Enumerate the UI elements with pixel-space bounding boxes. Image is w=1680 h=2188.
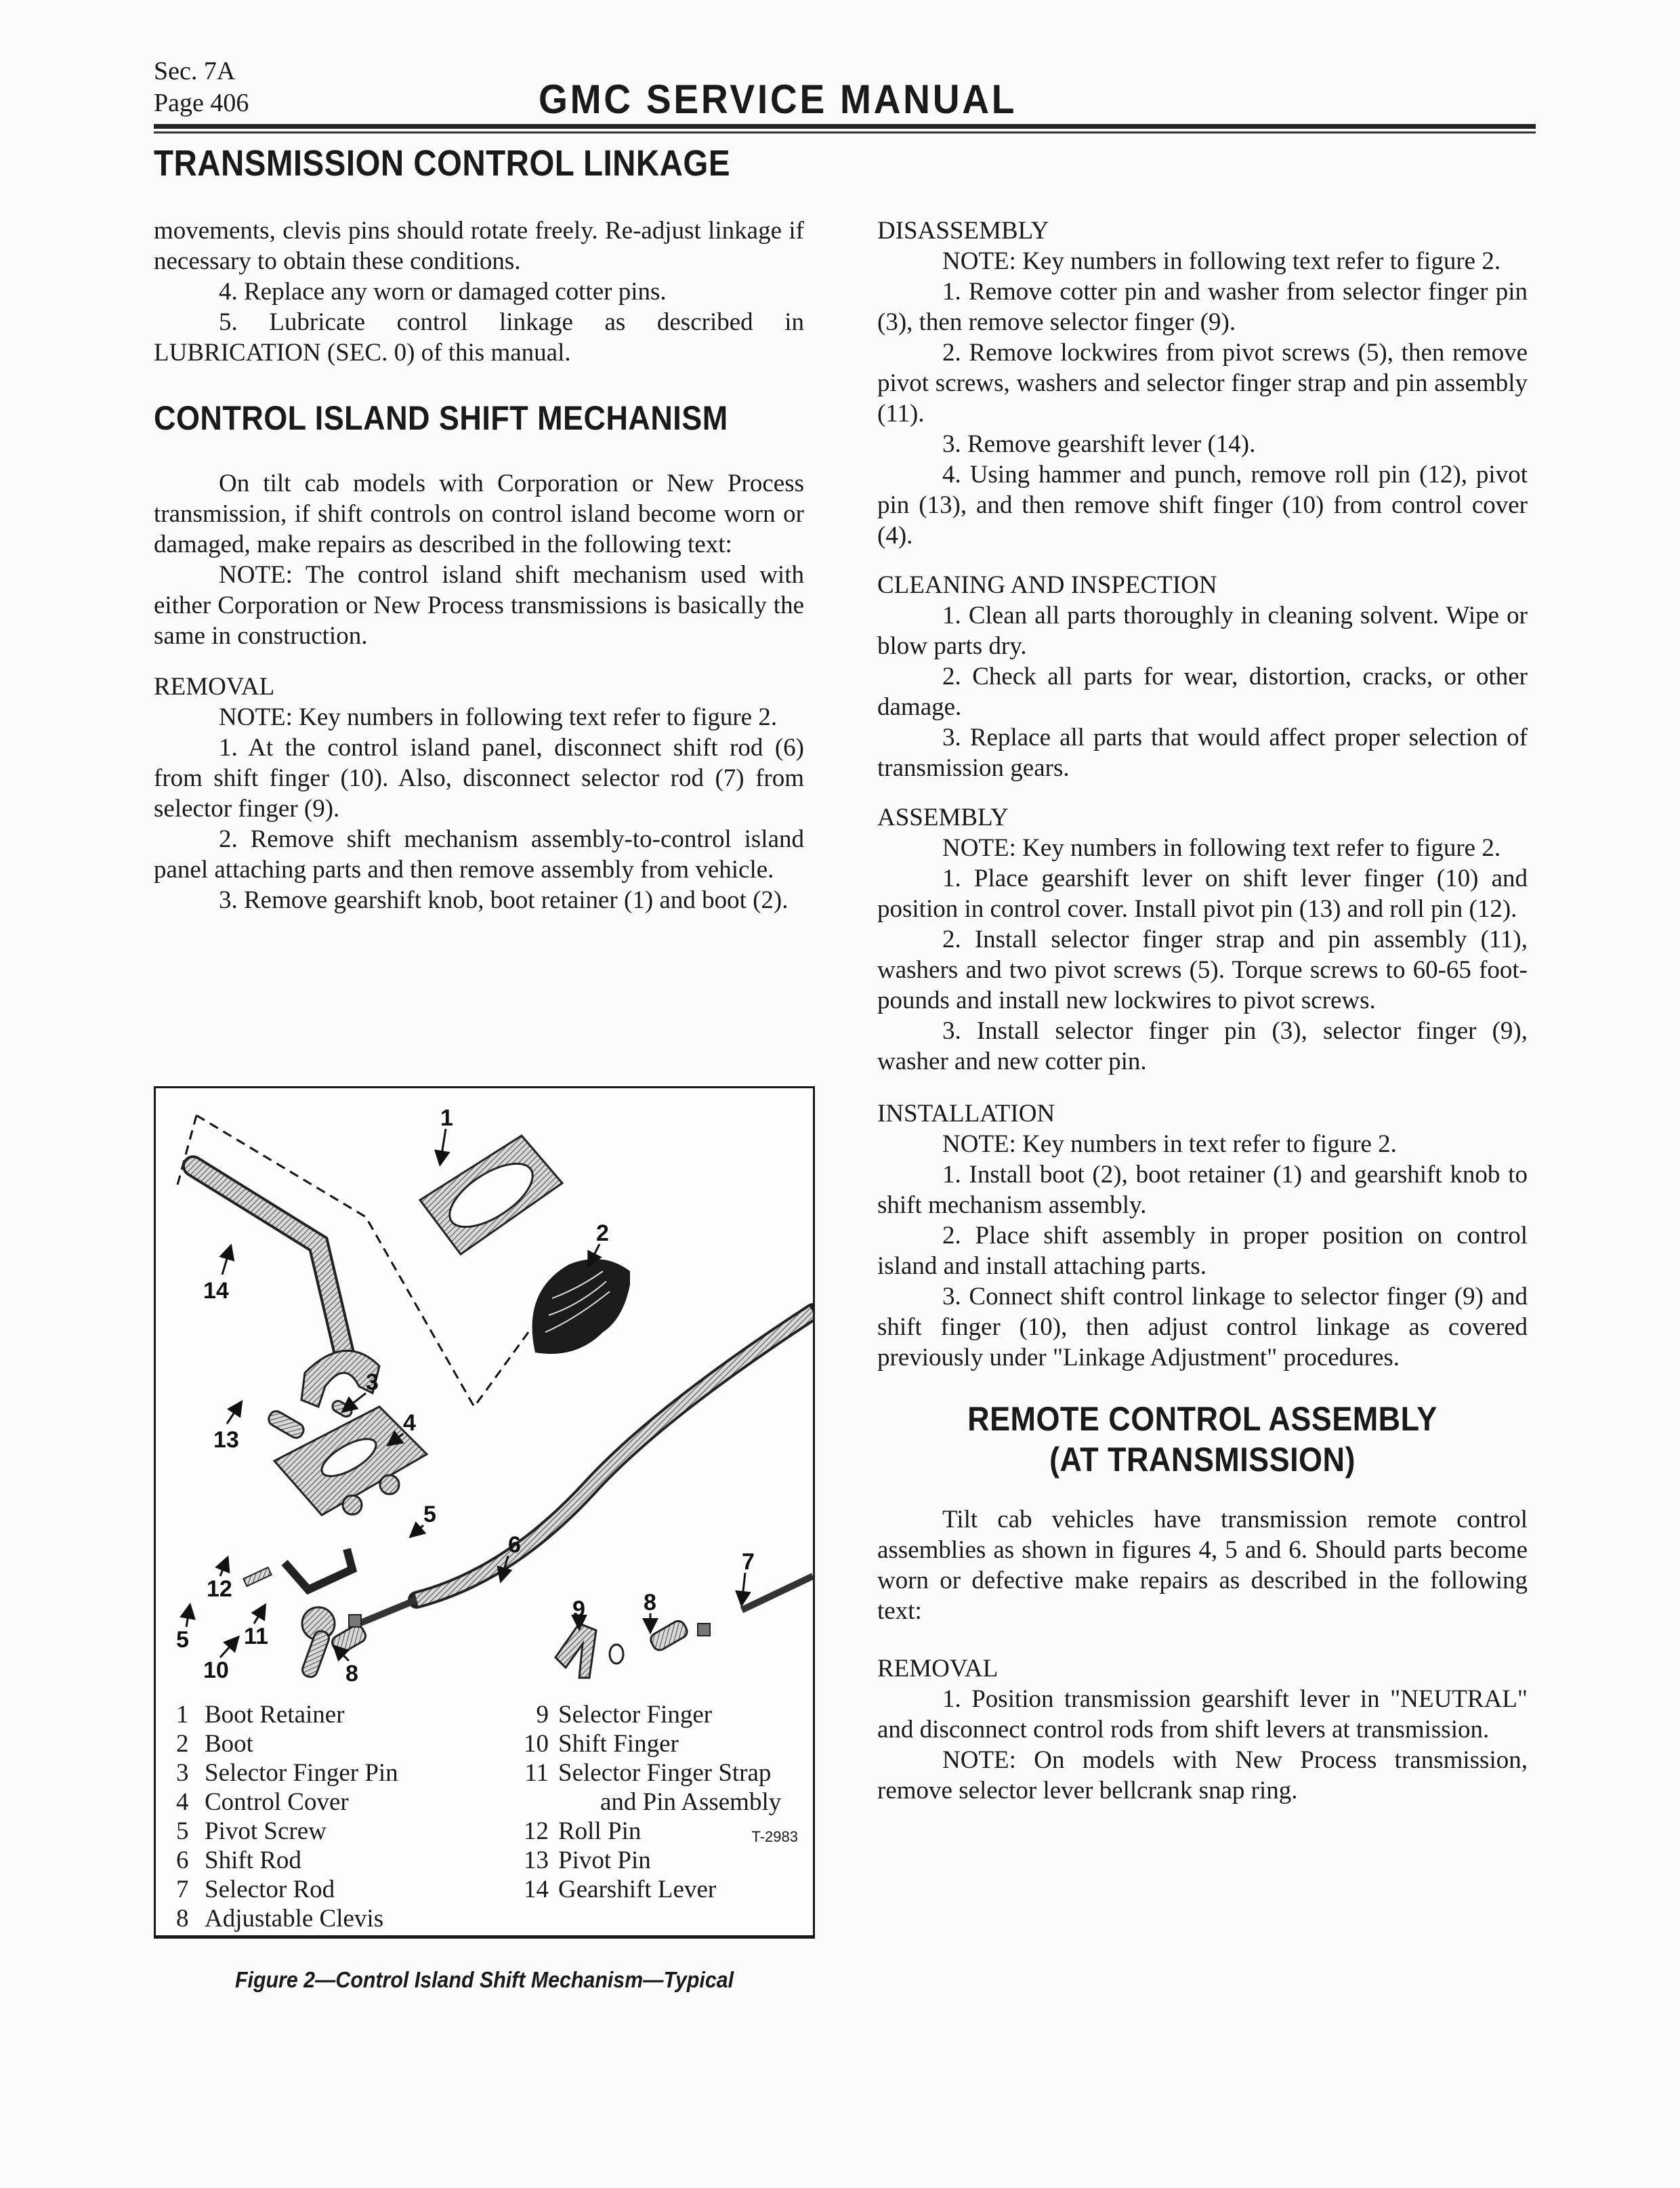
callout-4: 4	[403, 1410, 416, 1436]
left-column	[154, 215, 804, 915]
right-column	[877, 215, 1528, 1806]
callout-5: 5	[423, 1502, 436, 1527]
list-item: 3. Connect shift control linkage to selector finger (9) and shift finger (10), then adjust control linkage as covered previously under "Linkage Adjustment" procedures.	[877, 1283, 1528, 1371]
callout-13: 13	[213, 1427, 239, 1453]
subsection-heading: REMOVAL	[154, 673, 275, 701]
callout-8b: 8	[345, 1661, 358, 1685]
list-item: 4. Replace any worn or damaged cotter pins.	[219, 278, 667, 306]
note: NOTE: Key numbers in following text refer to figure 2.	[942, 834, 1501, 862]
callout-3: 3	[366, 1369, 379, 1395]
list-item: 3. Remove gearshift lever (14).	[942, 430, 1256, 458]
manual-title: GMC SERVICE MANUAL	[539, 77, 1017, 122]
note: NOTE: Key numbers in following text refer to figure 2.	[942, 247, 1501, 275]
section-heading: CONTROL ISLAND SHIFT MECHANISM	[154, 399, 728, 437]
list-item: 2. Remove lockwires from pivot screws (5), then remove pivot screws, washers and selector finger strap and pin assembly (11).	[877, 339, 1528, 428]
legend-item: 12 Roll Pin	[524, 1817, 642, 1845]
legend-item: 10 Shift Finger	[524, 1730, 679, 1758]
list-item: 2. Remove shift mechanism assembly-to-control island panel attaching parts and then remove assembly from vehicle.	[154, 825, 804, 884]
list-item: 5. Lubricate control linkage as described in LUBRICATION (SEC. 0) of this manual.	[154, 308, 804, 367]
note: NOTE: The control island shift mechanism used with either Corporation or New Process transmissions is basically the same in construction.	[154, 561, 804, 650]
paragraph-continued: movements, clevis pins should rotate freely. Re-adjust linkage if necessary to obtain these conditions.	[154, 217, 804, 275]
legend-item: 14 Gearshift Lever	[524, 1876, 717, 1903]
header-rule-thick	[154, 124, 1536, 129]
list-item: 1. At the control island panel, disconnect shift rod (6) from shift finger (10). Also, disconnect selector rod (7) from selector finger (9).	[154, 734, 804, 823]
figure-2	[154, 1086, 815, 1939]
list-item: 1. Clean all parts thoroughly in cleaning solvent. Wipe or blow parts dry.	[877, 602, 1528, 660]
callout-11: 11	[244, 1624, 268, 1649]
section-heading-line2: (AT TRANSMISSION)	[1049, 1441, 1356, 1479]
list-item: 2. Check all parts for wear, distortion, cracks, or other damage.	[877, 663, 1528, 721]
boot-part	[532, 1259, 630, 1354]
subsection-heading: REMOVAL	[877, 1655, 999, 1683]
callout-7: 7	[742, 1549, 755, 1575]
callout-14: 14	[203, 1278, 229, 1304]
note: NOTE: Key numbers in following text refer to figure 2.	[219, 703, 778, 731]
callout-2: 2	[596, 1220, 609, 1246]
subsection-heading: DISASSEMBLY	[877, 217, 1049, 245]
legend-item: 11 Selector Finger Strap	[524, 1759, 772, 1787]
note: NOTE: Key numbers in text refer to figure 2.	[942, 1130, 1397, 1158]
list-item: 3. Install selector finger pin (3), selector finger (9), washer and new cotter pin.	[877, 1017, 1528, 1075]
list-item: 3. Remove gearshift knob, boot retainer (1) and boot (2).	[219, 886, 789, 914]
legend-item: 8 Adjustable Clevis	[176, 1905, 384, 1933]
callout-9: 9	[572, 1596, 585, 1622]
list-item: 1. Install boot (2), boot retainer (1) and gearshift knob to shift mechanism assembly.	[877, 1161, 1528, 1219]
legend-item: 2 Boot	[176, 1730, 253, 1758]
subsection-heading: CLEANING AND INSPECTION	[877, 571, 1217, 599]
legend-item: 5 Pivot Screw	[176, 1817, 327, 1845]
legend-item: 1 Boot Retainer	[176, 1701, 345, 1729]
figure-caption: Figure 2—Control Island Shift Mechanism—Typical	[234, 1967, 734, 1992]
legend-column-left	[176, 1700, 501, 1933]
list-item: 2. Place shift assembly in proper position on control island and install attaching parts.	[877, 1222, 1528, 1280]
callout-6: 6	[508, 1532, 521, 1558]
note: NOTE: On models with New Process transmission, remove selector lever bellcrank snap ring.	[877, 1746, 1528, 1804]
callout-1: 1	[440, 1105, 453, 1131]
legend-item-continuation: and Pin Assembly	[600, 1788, 782, 1816]
subsection-heading: INSTALLATION	[877, 1100, 1055, 1128]
header-rule-thin	[154, 131, 1536, 133]
legend-item: 13 Pivot Pin	[524, 1846, 651, 1874]
chapter-title: TRANSMISSION CONTROL LINKAGE	[154, 143, 730, 184]
section-heading	[910, 1399, 1495, 1480]
callout-5b: 5	[176, 1627, 189, 1653]
legend-item: 4 Control Cover	[176, 1788, 349, 1816]
legend-item: 6 Shift Rod	[176, 1846, 301, 1874]
figure-code: T-2983	[751, 1828, 798, 1845]
paragraph: On tilt cab models with Corporation or New Process transmission, if shift controls on control island become worn or damaged, make repairs as described in the following text:	[154, 470, 804, 558]
page-number: Page 406	[154, 89, 249, 117]
paragraph: Tilt cab vehicles have transmission remote control assemblies as shown in figures 4, 5 and 6. Should parts become worn or defective make repairs as described in the following text:	[877, 1506, 1528, 1625]
legend-item: 7 Selector Rod	[176, 1876, 335, 1903]
legend-item: 3 Selector Finger Pin	[176, 1759, 398, 1787]
list-item: 4. Using hammer and punch, remove roll pin (12), pivot pin (13), and then remove shift finger (10) from control cover (4).	[877, 461, 1528, 550]
callout-8: 8	[644, 1590, 656, 1615]
legend-column-right	[507, 1700, 805, 1904]
subsection-heading: ASSEMBLY	[877, 804, 1009, 831]
list-item: 1. Place gearshift lever on shift lever finger (10) and position in control cover. Install pivot pin (13) and roll pin (12).	[877, 865, 1528, 923]
section-heading-line1: REMOTE CONTROL ASSEMBLY	[967, 1400, 1437, 1438]
callout-12: 12	[207, 1576, 232, 1602]
list-item: 1. Remove cotter pin and washer from selector finger pin (3), then remove selector finger (9).	[877, 278, 1528, 336]
list-item: 1. Position transmission gearshift lever in "NEUTRAL" and disconnect control rods from shift levers at transmission.	[877, 1685, 1528, 1743]
callout-10: 10	[203, 1657, 229, 1683]
list-item: 2. Install selector finger strap and pin assembly (11), washers and two pivot screws (5). Torque screws to 60-65 foot-pounds and install new lockwires to pivot screws.	[877, 926, 1528, 1014]
section-number: Sec. 7A	[154, 57, 236, 85]
section-reference	[154, 56, 249, 119]
list-item: 3. Replace all parts that would affect proper selection of transmission gears.	[877, 724, 1528, 782]
legend-item: 9 Selector Finger	[536, 1701, 713, 1729]
exploded-diagram	[156, 1088, 813, 1685]
